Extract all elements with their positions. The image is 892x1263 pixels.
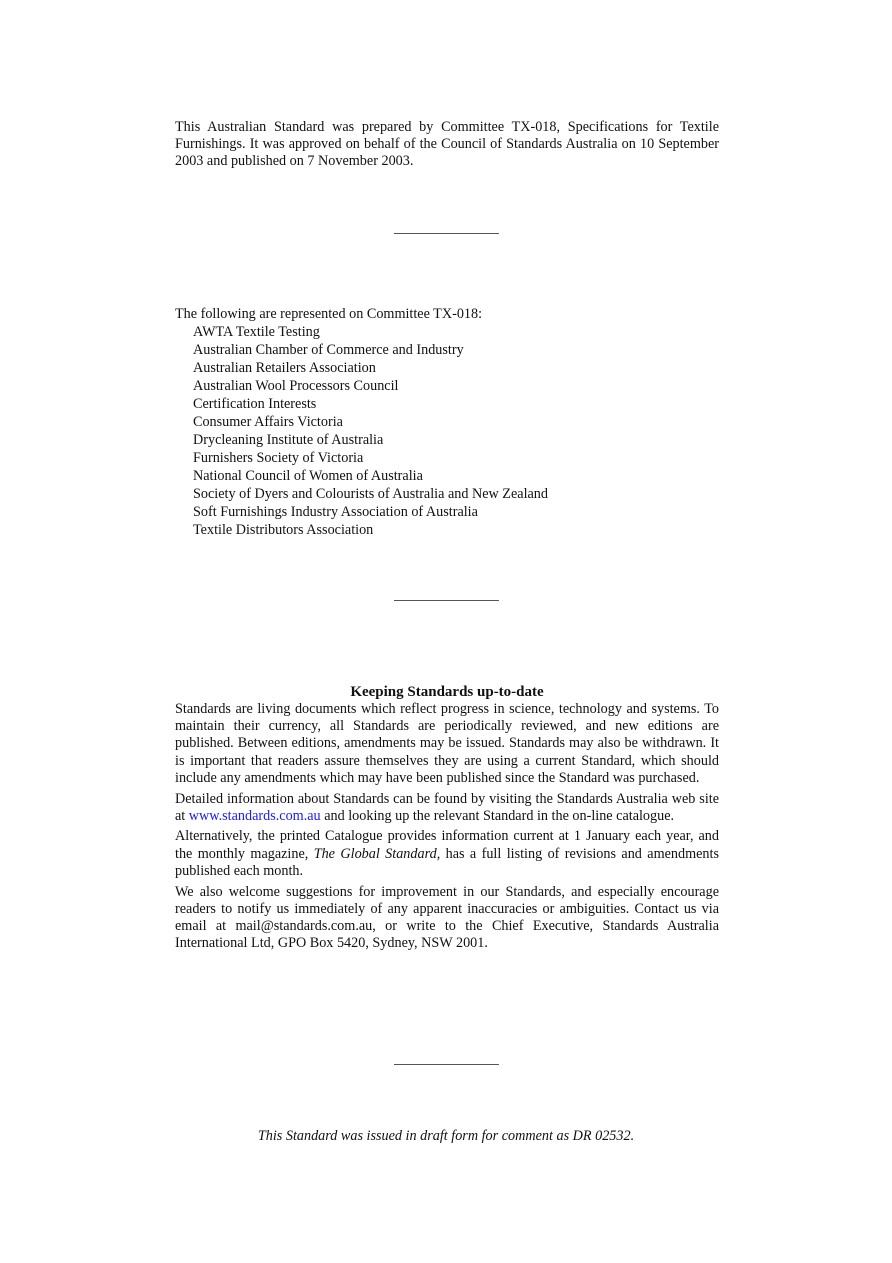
paragraph-currency: Standards are living documents which reflect progress in science, technology and systems. To maintain their currency, all Standards are periodically reviewed, and new editions are published. Between editions, amendments may be issued. Standards may also be withdrawn. It is important that readers assure themselves they are using a current Standard, which should include any amendments which may have been published since the Standard was purchased. (175, 701, 719, 786)
committee-member: Drycleaning Institute of Australia (193, 432, 384, 448)
magazine-title: The Global Standard (313, 845, 437, 862)
committee-member: Australian Retailers Association (193, 360, 376, 376)
standards-website-link[interactable]: www.standards.com.au (188, 807, 321, 824)
committee-member: Certification Interests (193, 396, 317, 412)
paragraph-website (175, 791, 719, 825)
committee-section (175, 305, 719, 539)
paragraph-catalogue-text: Alternatively, the printed Catalogue provides information current at 1 January each year, and the monthly magazine, (175, 828, 719, 862)
approval-note: This Australian Standard was prepared by Committee TX-018, Specifications for Textile Furnishings. It was approved on behalf of the Council of Standards Australia on 10 September 2003 and published on 7 November 2003. (175, 119, 719, 170)
committee-member: National Council of Women of Australia (193, 468, 423, 484)
keeping-standards-section (175, 683, 719, 956)
paragraph-feedback: We also welcome suggestions for improvement in our Standards, and especially encourage readers to notify us immediately of any apparent inaccuracies or ambiguities. Contact us via email at mail@standards.com.au, or write to the Chief Executive, Standards Australia International Ltd, GPO Box 5420, Sydney, NSW 2001. (175, 883, 719, 952)
committee-member: Soft Furnishings Industry Association of Australia (193, 504, 478, 520)
paragraph-catalogue (175, 828, 719, 880)
committee-member: Textile Distributors Association (193, 522, 374, 538)
separator-rule-3 (394, 1064, 499, 1065)
committee-member-list (175, 323, 719, 539)
paragraph-catalogue-text-end: , has a full listing of revisions and amendments published each month. (175, 845, 719, 879)
draft-footer-note: This Standard was issued in draft form for comment as DR 02532. (257, 1128, 635, 1144)
committee-member: Society of Dyers and Colourists of Australia and New Zealand (193, 486, 548, 502)
section-heading: Keeping Standards up-to-date (350, 684, 544, 700)
committee-member: AWTA Textile Testing (193, 324, 320, 340)
paragraph-website-text-end: and looking up the relevant Standard in the on-line catalogue. (320, 807, 675, 824)
separator-rule-1 (394, 233, 499, 234)
committee-member: Consumer Affairs Victoria (193, 414, 343, 430)
paragraph-website-text: Detailed information about Standards can be found by visiting the Standards Australia web site at (175, 790, 719, 824)
committee-member: Australian Wool Processors Council (193, 378, 399, 394)
committee-member: Furnishers Society of Victoria (193, 450, 364, 466)
separator-rule-2 (394, 600, 499, 601)
committee-member: Australian Chamber of Commerce and Industry (193, 342, 464, 358)
committee-intro: The following are represented on Committee TX-018: (175, 306, 483, 322)
